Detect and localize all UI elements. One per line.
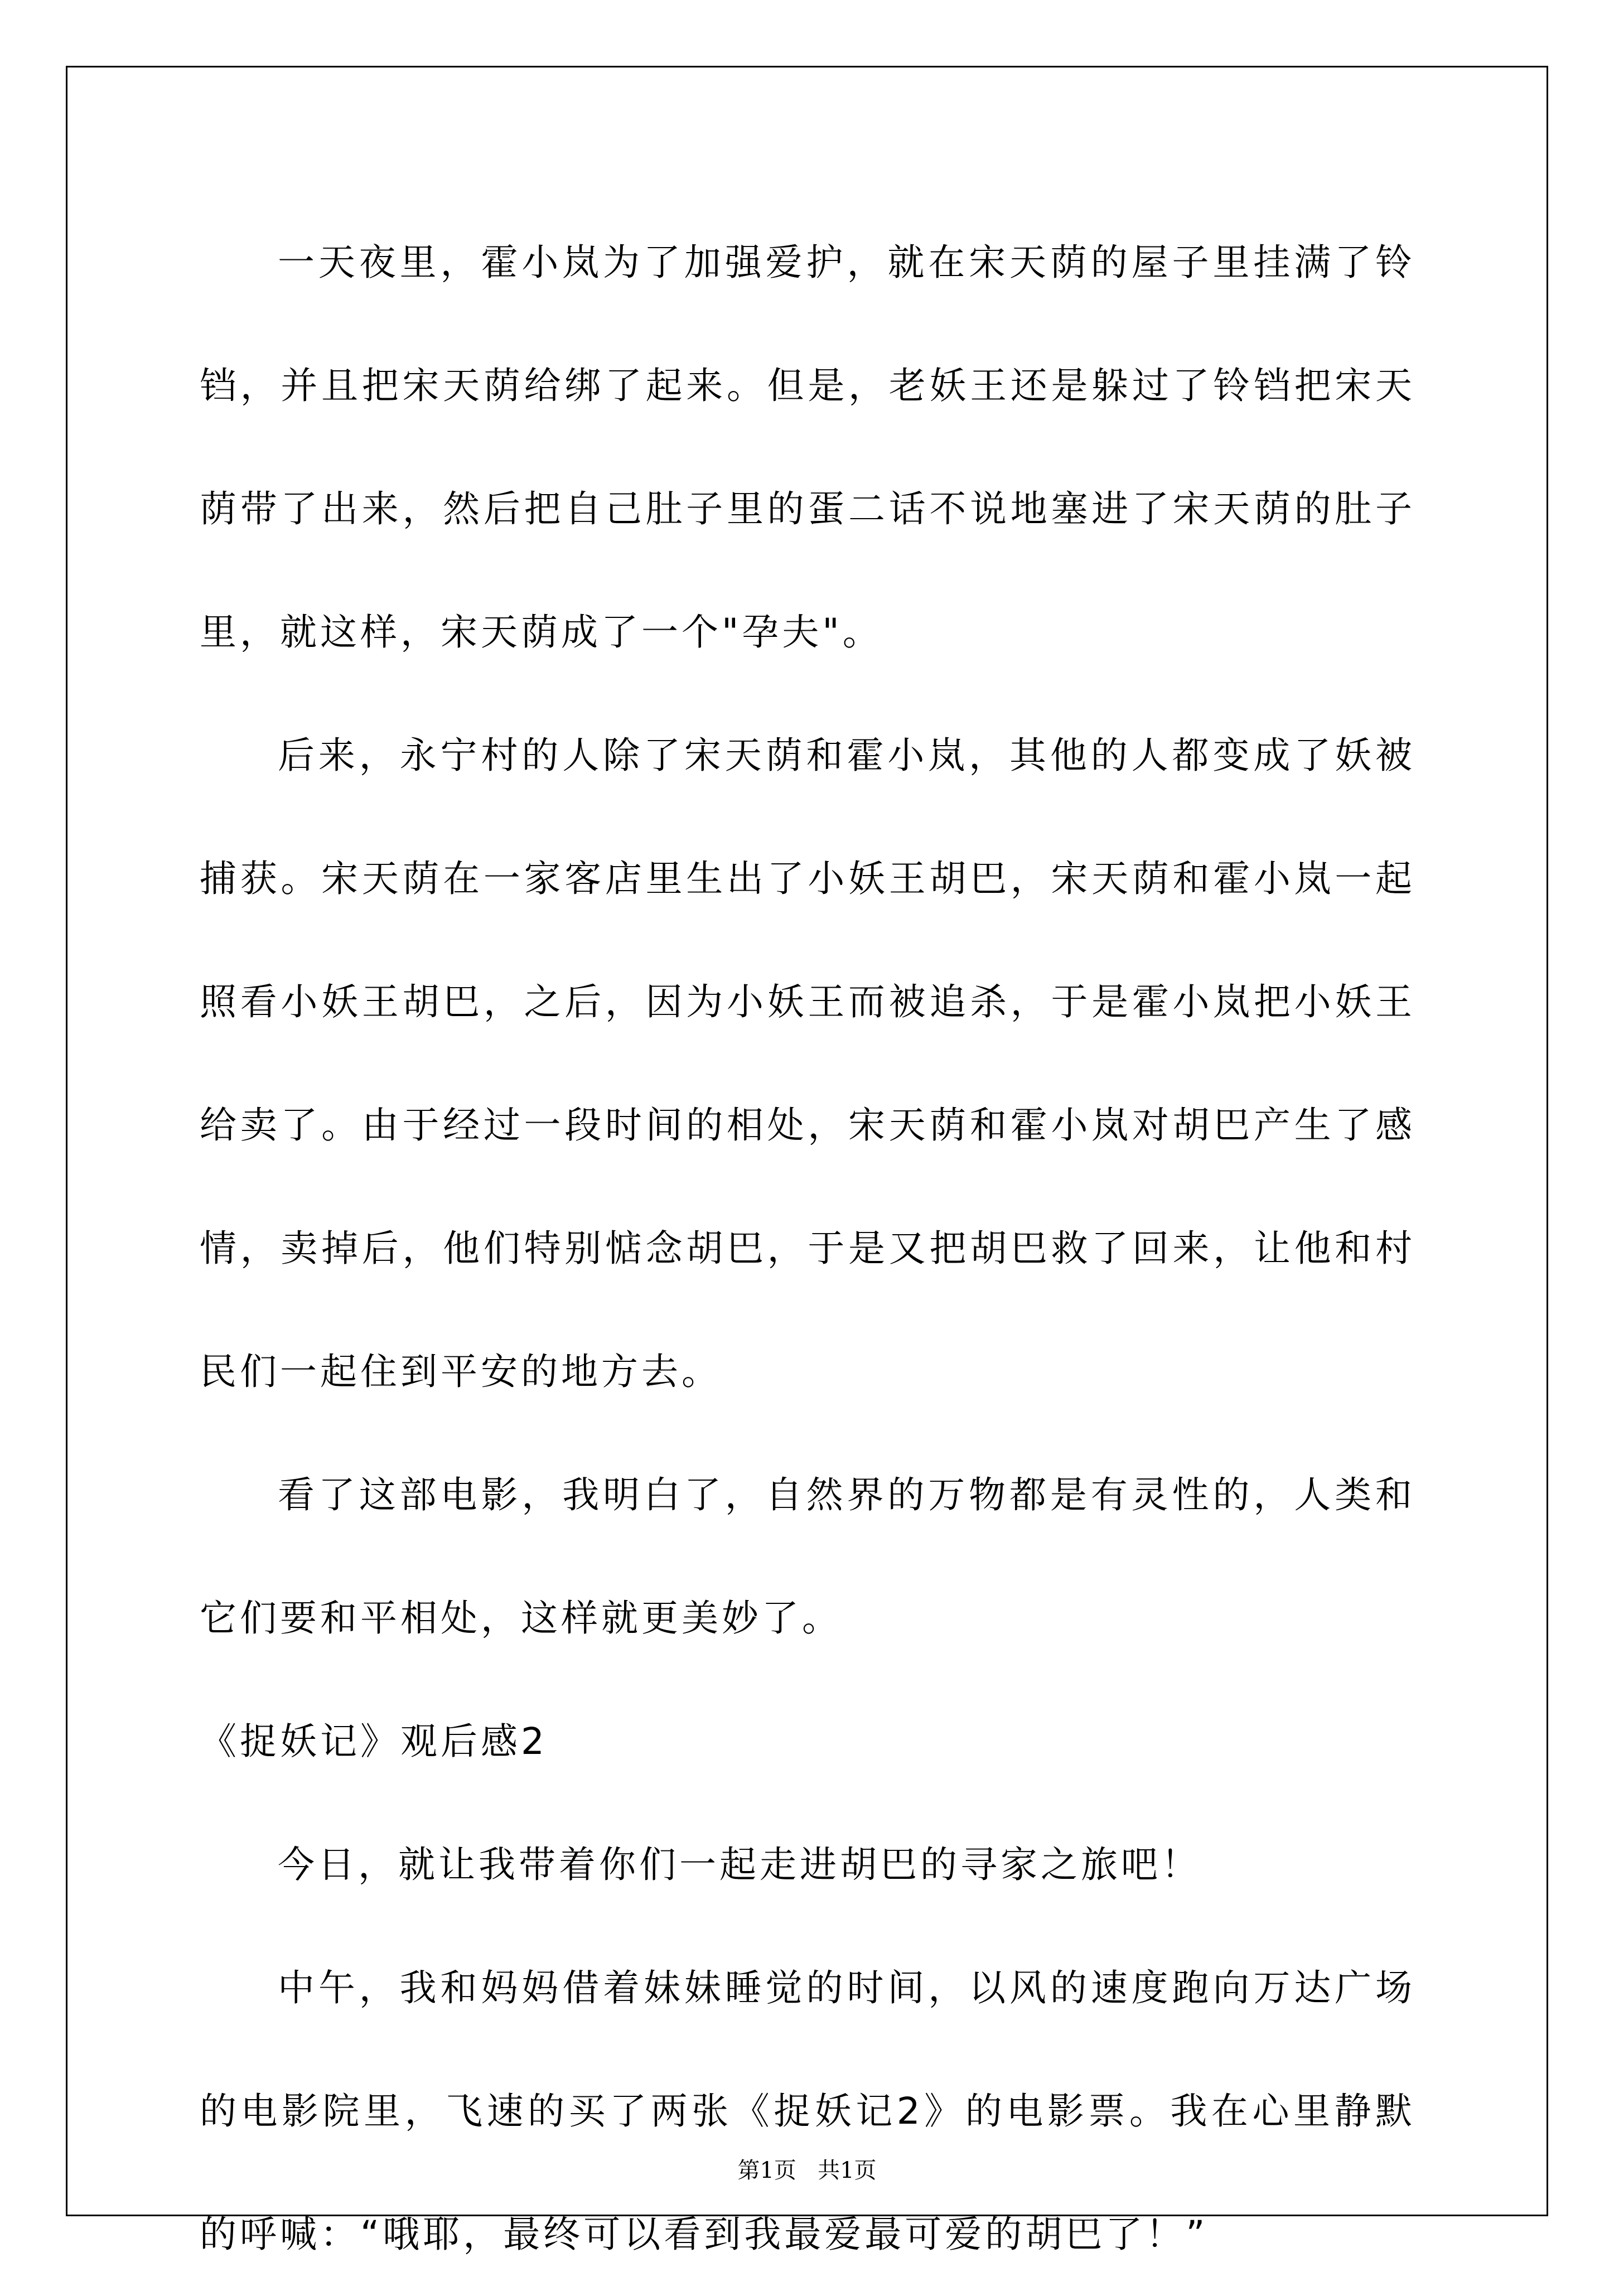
section-heading: 《捉妖记》观后感2 (200, 1720, 548, 1763)
document-body (200, 201, 1415, 2296)
paragraph-2: 后来，永宁村的人除了宋天荫和霍小岚，其他的人都变成了妖被捕获。宋天荫在一家客店里生出了小妖王胡巴，宋天荫和霍小岚一起照看小妖王胡巴，之后，因为小妖王而被追杀，于是霍小岚把小妖王给卖了。由于经过一段时间的相处，宋天荫和霍小岚对胡巴产生了感情，卖掉后，他们特别惦念胡巴，于是又把胡巴救了回来，让他和村民们一起住到平安的地方去。 (200, 734, 1415, 1393)
paragraph-1: 一天夜里，霍小岚为了加强爱护，就在宋天荫的屋子里挂满了铃铛，并且把宋天荫给绑了起来。但是，老妖王还是躲过了铃铛把宋天荫带了出来，然后把自己肚子里的蛋二话不说地塞进了宋天荫的肚子里，就这样，宋天荫成了一个"孕夫"。 (200, 241, 1415, 654)
page-total: 共1页 (818, 2158, 877, 2183)
page-footer (0, 2157, 1614, 2184)
paragraph-3: 看了这部电影，我明白了，自然界的万物都是有灵性的，人类和它们要和平相处，这样就更美妙了。 (200, 1473, 1415, 1640)
paragraph-4: 今日，就让我带着你们一起走进胡巴的寻家之旅吧！ (278, 1843, 1201, 1886)
paragraph-5: 中午，我和妈妈借着妹妹睡觉的时间，以风的速度跑向万达广场的电影院里，飞速的买了两张《捉妖记2》的电影票。我在心里静默的呼喊：“哦耶，最终可以看到我最爱最可爱的胡巴了！” (200, 1966, 1415, 2256)
page-number: 第1页 (737, 2158, 796, 2183)
